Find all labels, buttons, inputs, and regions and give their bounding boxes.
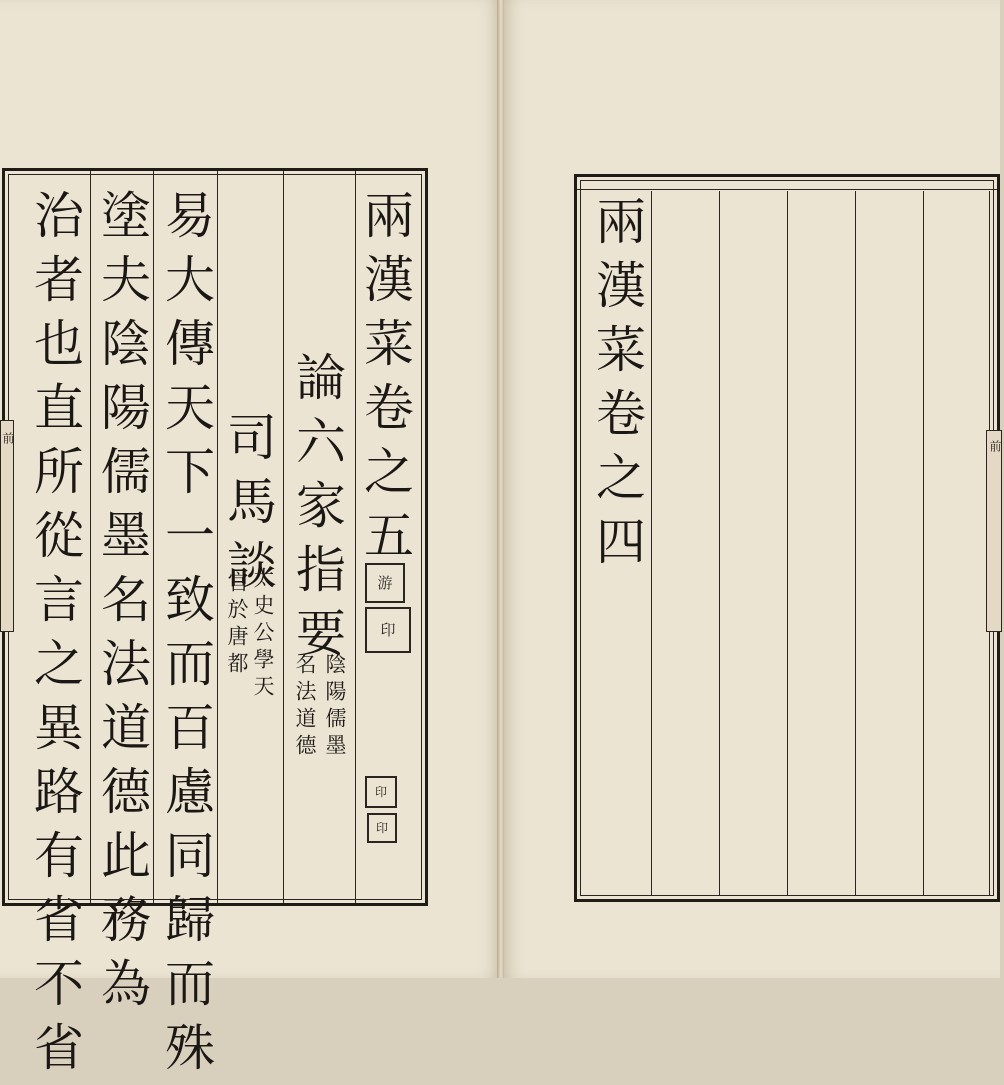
seal-stamp-square: 印 <box>365 607 411 653</box>
left-page-frame <box>2 168 428 1085</box>
seal-stamp-lowest: 印 <box>367 813 397 843</box>
column-rule <box>153 171 154 903</box>
author-note-2: 官於唐都 <box>225 571 249 679</box>
column-rule <box>855 191 856 895</box>
seal-stamp-lower: 印 <box>365 776 397 808</box>
right-edge-label: 前 <box>988 440 1002 452</box>
seal-stamp-upper: 游 <box>365 563 405 603</box>
author-note-1: 太史公學天 <box>251 567 275 702</box>
column-rule <box>787 191 788 895</box>
body-column-2: 塗夫陰陽儒墨名法道德此務為 <box>93 189 151 1021</box>
column-rule <box>923 191 924 895</box>
column-rule <box>719 191 720 895</box>
essay-title-note-1: 陰陽儒墨 <box>323 653 347 761</box>
body-column-3: 治者也直所從言之異路有省不省 <box>26 189 84 1085</box>
column-rule <box>217 171 218 903</box>
body-column-1: 易大傳天下一致而百慮同歸而殊 <box>157 189 215 1085</box>
column-rule <box>90 171 91 903</box>
right-volume-title: 兩漢菜卷之四 <box>588 195 646 579</box>
right-page-frame <box>574 174 1000 902</box>
author-name: 司馬談 <box>219 411 277 603</box>
essay-title: 論六家指要 <box>288 351 346 671</box>
volume-title: 兩漢菜卷之五 <box>356 189 414 573</box>
column-rule <box>651 191 652 895</box>
right-edge-tab <box>986 430 1002 632</box>
top-rule <box>577 189 997 190</box>
left-edge-tab <box>0 420 14 632</box>
essay-title-note-2: 名法道德 <box>293 653 317 761</box>
column-rule <box>283 171 284 903</box>
left-edge-label: 前 <box>1 432 15 444</box>
